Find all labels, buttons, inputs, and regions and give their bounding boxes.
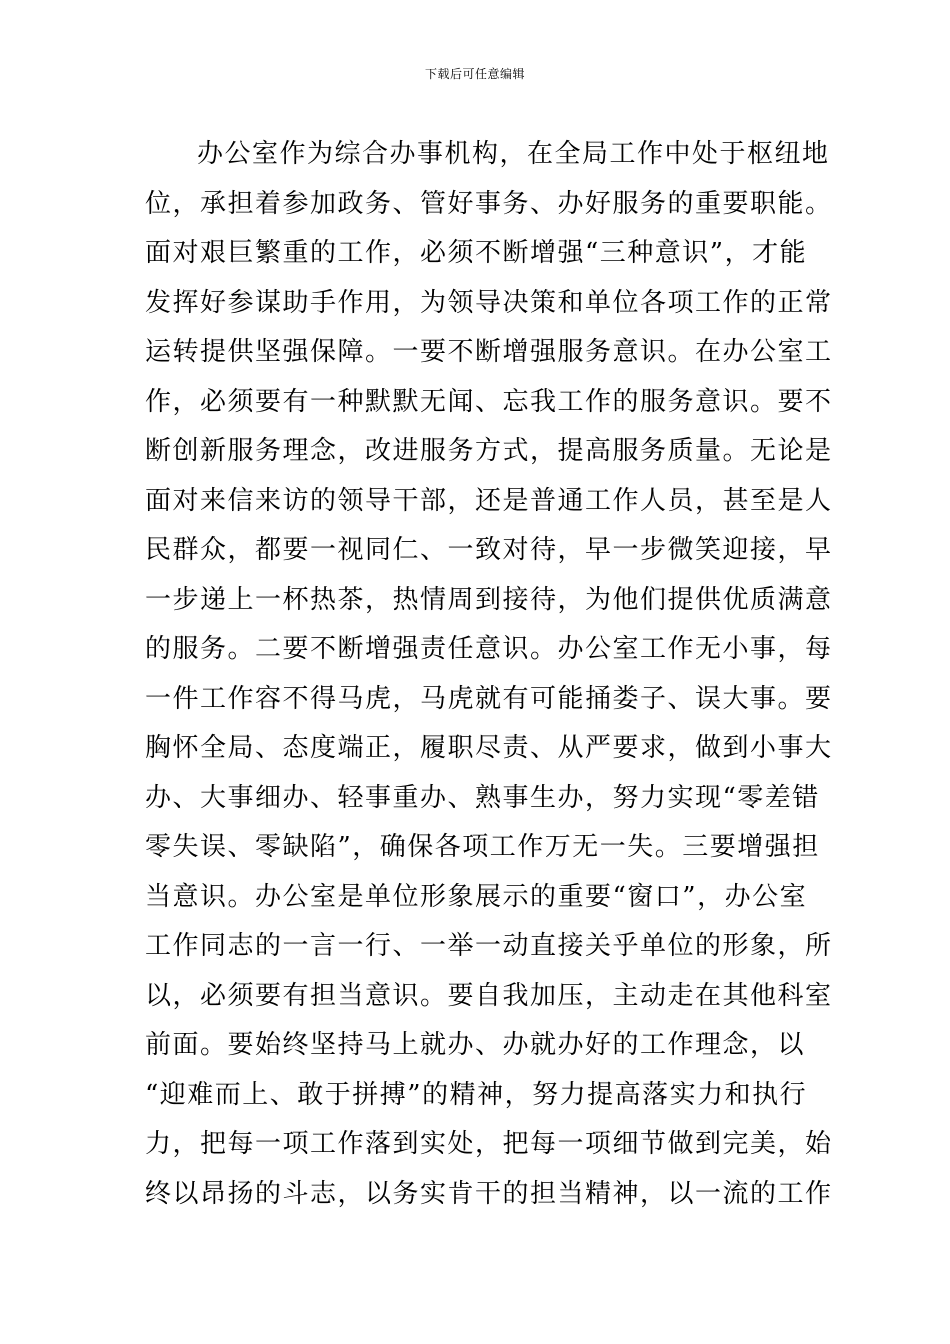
body-paragraph	[145, 130, 833, 1219]
text-line: 发挥好参谋助手作用，为领导决策和单位各项工作的正常	[145, 287, 833, 318]
text-line: 位，承担着参加政务、管好事务、办好服务的重要职能。	[145, 188, 833, 219]
text-line: 作，必须要有一种默默无闻、忘我工作的服务意识。要不	[145, 386, 833, 417]
text-line: 运转提供坚强保障。一要不断增强服务意识。在办公室工	[145, 337, 833, 367]
text-line: 零失误、零缺陷”，确保各项工作万无一失。三要增强担	[145, 832, 820, 862]
text-line: 工作同志的一言一行、一举一动直接关乎单位的形象，所	[145, 931, 833, 961]
text-line: 当意识。办公室是单位形象展示的重要“窗口”，办公室	[145, 881, 808, 912]
text-line: 力，把每一项工作落到实处，把每一项细节做到完美，始	[145, 1129, 833, 1159]
text-line: 办、大事细办、轻事重办、熟事生办，努力实现“零差错	[145, 782, 820, 813]
text-line: 一步递上一杯热茶，热情周到接待，为他们提供优质满意	[145, 584, 833, 615]
text-line: 民群众，都要一视同仁、一致对待，早一步微笑迎接，早	[145, 535, 833, 565]
text-line: 办公室作为综合办事机构，在全局工作中处于枢纽地	[197, 139, 830, 169]
page-header: 下载后可任意编辑	[424, 67, 525, 81]
text-line: “迎难而上、敢于拼搏”的精神，努力提高落实力和执行	[145, 1079, 808, 1110]
text-line: 前面。要始终坚持马上就办、办就办好的工作理念，以	[145, 1030, 806, 1060]
text-line: 以，必须要有担当意识。要自我加压，主动走在其他科室	[145, 980, 833, 1011]
text-line: 面对来信来访的领导干部，还是普通工作人员，甚至是人	[145, 485, 833, 516]
text-line: 一件工作容不得马虎，马虎就有可能捅娄子、误大事。要	[145, 683, 833, 714]
text-line: 面对艰巨繁重的工作，必须不断增强“三种意识”，才能	[145, 238, 808, 268]
text-line: 终以昂扬的斗志，以务实肯干的担当精神，以一流的工作	[145, 1178, 833, 1209]
text-line: 的服务。二要不断增强责任意识。办公室工作无小事，每	[145, 634, 833, 664]
text-line: 胸怀全局、态度端正，履职尽责、从严要求，做到小事大	[145, 733, 833, 763]
text-line: 断创新服务理念，改进服务方式，提高服务质量。无论是	[145, 436, 833, 466]
